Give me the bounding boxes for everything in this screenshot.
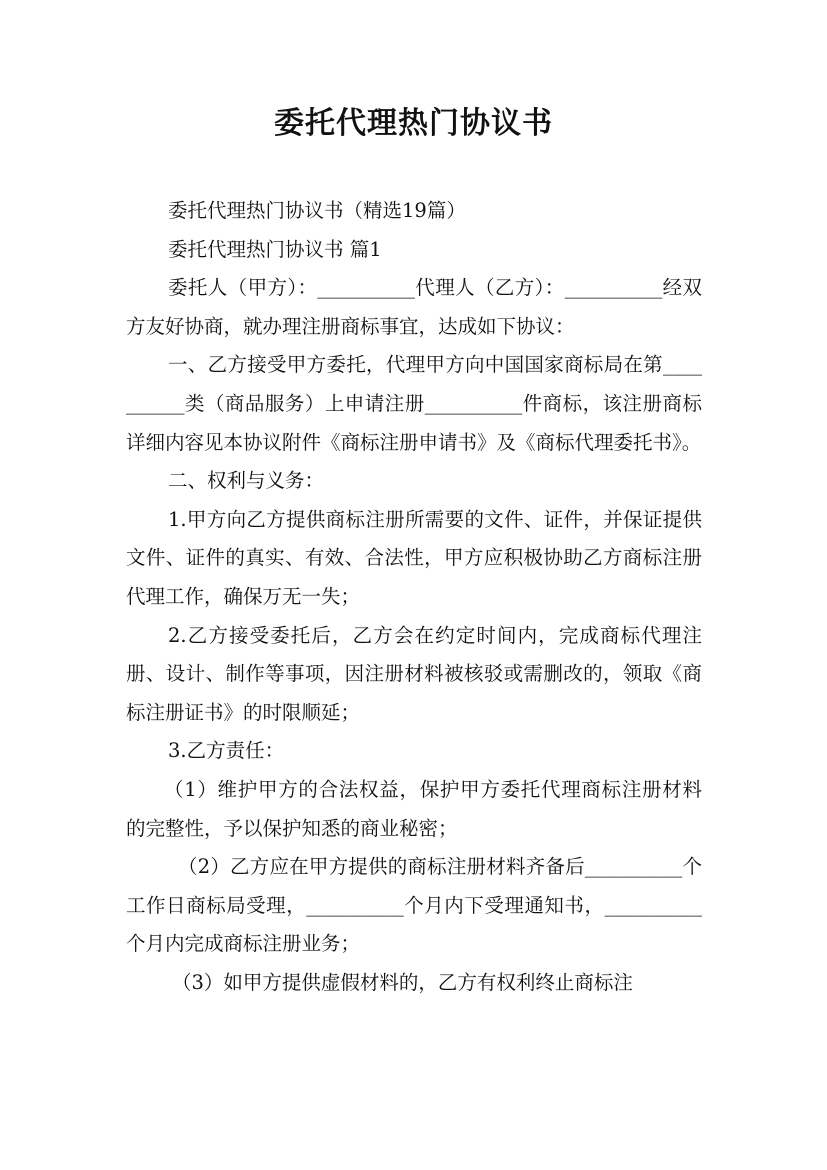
paragraph-clause-2-heading: 二、权利与义务： [168, 469, 325, 493]
paragraph-item-2: 2.乙方接受委托后，乙方会在约定时间内，完成商标代理注册、设计、制作等事项，因注册材料被核驳或需删改的，领取《商标注册证书》的时限顺延； [126, 623, 702, 724]
paragraph-subitem-2: （2）乙方应在甲方提供的商标注册材料齐备后__________个工作日商标局受理，__________个月内下受理通知书，__________个月内完成商标注册业务； [126, 855, 702, 956]
document-body [126, 192, 702, 1002]
paragraph-subitem-1: （1）维护甲方的合法权益，保护甲方委托代理商标注册材料的完整性，予以保护知悉的商业秘密； [126, 777, 702, 840]
paragraph-subtitle: 委托代理热门协议书（精选19篇） [168, 199, 466, 222]
paragraph-item-3-heading: 3.乙方责任： [168, 739, 285, 763]
paragraph-item-1: 1.甲方向乙方提供商标注册所需要的文件、证件，并保证提供文件、证件的真实、有效、合法性，甲方应积极协助乙方商标注册代理工作，确保万无一失； [126, 507, 702, 608]
paragraph-clause-1: 一、乙方接受甲方委托，代理甲方向中国国家商标局在第__________类（商品服务）上申请注册__________件商标，该注册商标详细内容见本协议附件《商标注册申请书》及《商标代理委托书》。 [126, 353, 702, 454]
paragraph-parties: 委托人（甲方）：__________代理人（乙方）：__________经双方友好协商，就办理注册商标事宜，达成如下协议： [126, 276, 702, 338]
document-title: 委托代理热门协议书 [274, 106, 553, 141]
paragraph-section-heading: 委托代理热门协议书 篇1 [168, 237, 382, 261]
paragraph-subitem-3: （3）如甲方提供虚假材料的，乙方有权利终止商标注 [172, 970, 633, 994]
